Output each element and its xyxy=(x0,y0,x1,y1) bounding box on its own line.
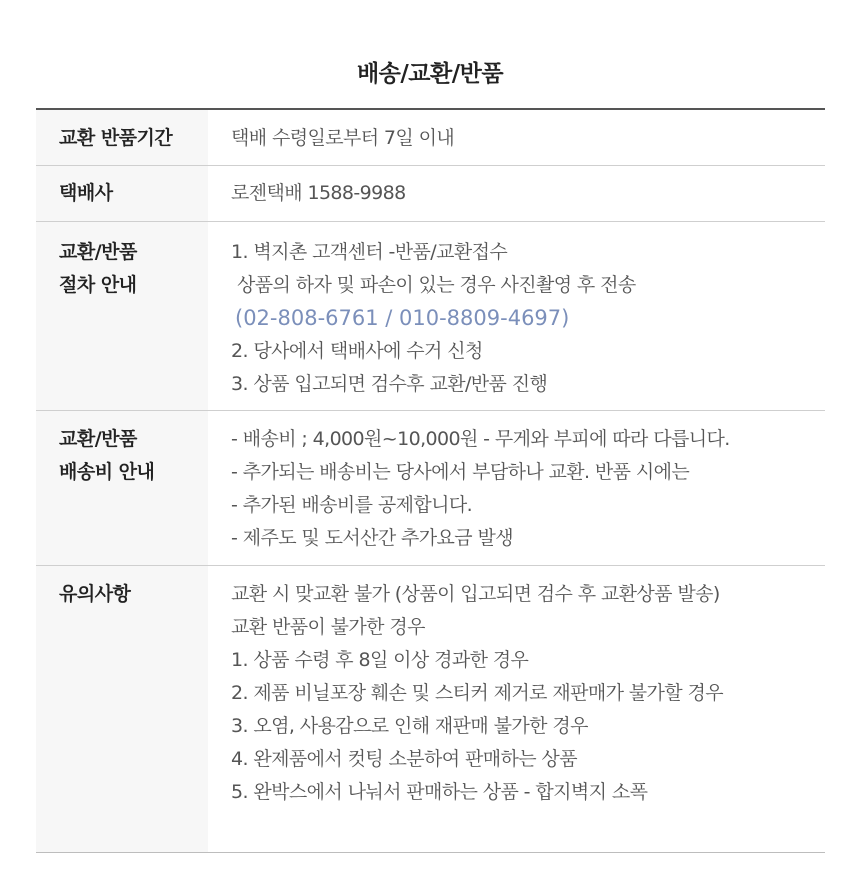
table-row-notes xyxy=(36,566,825,853)
content-line: 교환 시 맞교환 불가 (상품이 입고되면 검수 후 교환상품 발송) xyxy=(231,583,720,605)
row-header xyxy=(36,110,208,165)
row-header-label: 교환/반품 xyxy=(59,241,137,263)
row-header-label: 교환 반품기간 xyxy=(59,127,173,149)
content-line: 로젠택배 1588-9988 xyxy=(231,182,406,204)
row-header-label: 배송비 안내 xyxy=(59,461,155,483)
row-header-label: 유의사항 xyxy=(59,583,131,605)
row-header xyxy=(36,222,208,410)
content-line: 3. 오염, 사용감으로 인해 재판매 불가한 경우 xyxy=(231,715,588,737)
content-line: - 배송비 ; 4,000원~10,000원 - 무게와 부피에 따라 다릅니다. xyxy=(231,428,730,450)
content-line: 1. 벽지촌 고객센터 -반품/교환접수 xyxy=(231,241,508,263)
table-row-exchange-period xyxy=(36,110,825,166)
row-header-label: 교환/반품 xyxy=(59,428,137,450)
content-line: 상품의 하자 및 파손이 있는 경우 사진촬영 후 전송 xyxy=(237,274,636,296)
content-line: 2. 당사에서 택배사에 수거 신청 xyxy=(231,340,483,362)
row-content xyxy=(208,222,825,410)
table-row-procedure xyxy=(36,222,825,411)
row-header xyxy=(36,411,208,565)
content-line: - 제주도 및 도서산간 추가요금 발생 xyxy=(231,527,514,549)
contact-phone-numbers: (02-808-6761 / 010-8809-4697) xyxy=(235,306,570,330)
content-line: 4. 완제품에서 컷팅 소분하여 판매하는 상품 xyxy=(231,748,577,770)
content-line: 교환 반품이 불가한 경우 xyxy=(231,616,425,638)
row-header-label: 택배사 xyxy=(59,182,113,204)
row-content xyxy=(208,566,825,852)
content-line: 2. 제품 비닐포장 훼손 및 스티커 제거로 재판매가 불가할 경우 xyxy=(231,682,723,704)
row-content xyxy=(208,166,825,221)
content-line: - 추가되는 배송비는 당사에서 부담하나 교환. 반품 시에는 xyxy=(231,461,690,483)
row-header xyxy=(36,166,208,221)
row-header-label: 절차 안내 xyxy=(59,274,137,296)
table-row-courier xyxy=(36,166,825,222)
content-line: 1. 상품 수령 후 8일 이상 경과한 경우 xyxy=(231,649,529,671)
row-content xyxy=(208,110,825,165)
page-title: 배송/교환/반품 xyxy=(356,61,504,87)
content-line: 택배 수령일로부터 7일 이내 xyxy=(231,127,455,149)
content-line: 3. 상품 입고되면 검수후 교환/반품 진행 xyxy=(231,373,548,395)
row-header xyxy=(36,566,208,852)
content-line: 5. 완박스에서 나눠서 판매하는 상품 - 합지벽지 소폭 xyxy=(231,781,648,803)
table-row-shipping-fee xyxy=(36,411,825,566)
shipping-info-table xyxy=(36,108,825,853)
row-content xyxy=(208,411,825,565)
content-line: - 추가된 배송비를 공제합니다. xyxy=(231,494,473,516)
